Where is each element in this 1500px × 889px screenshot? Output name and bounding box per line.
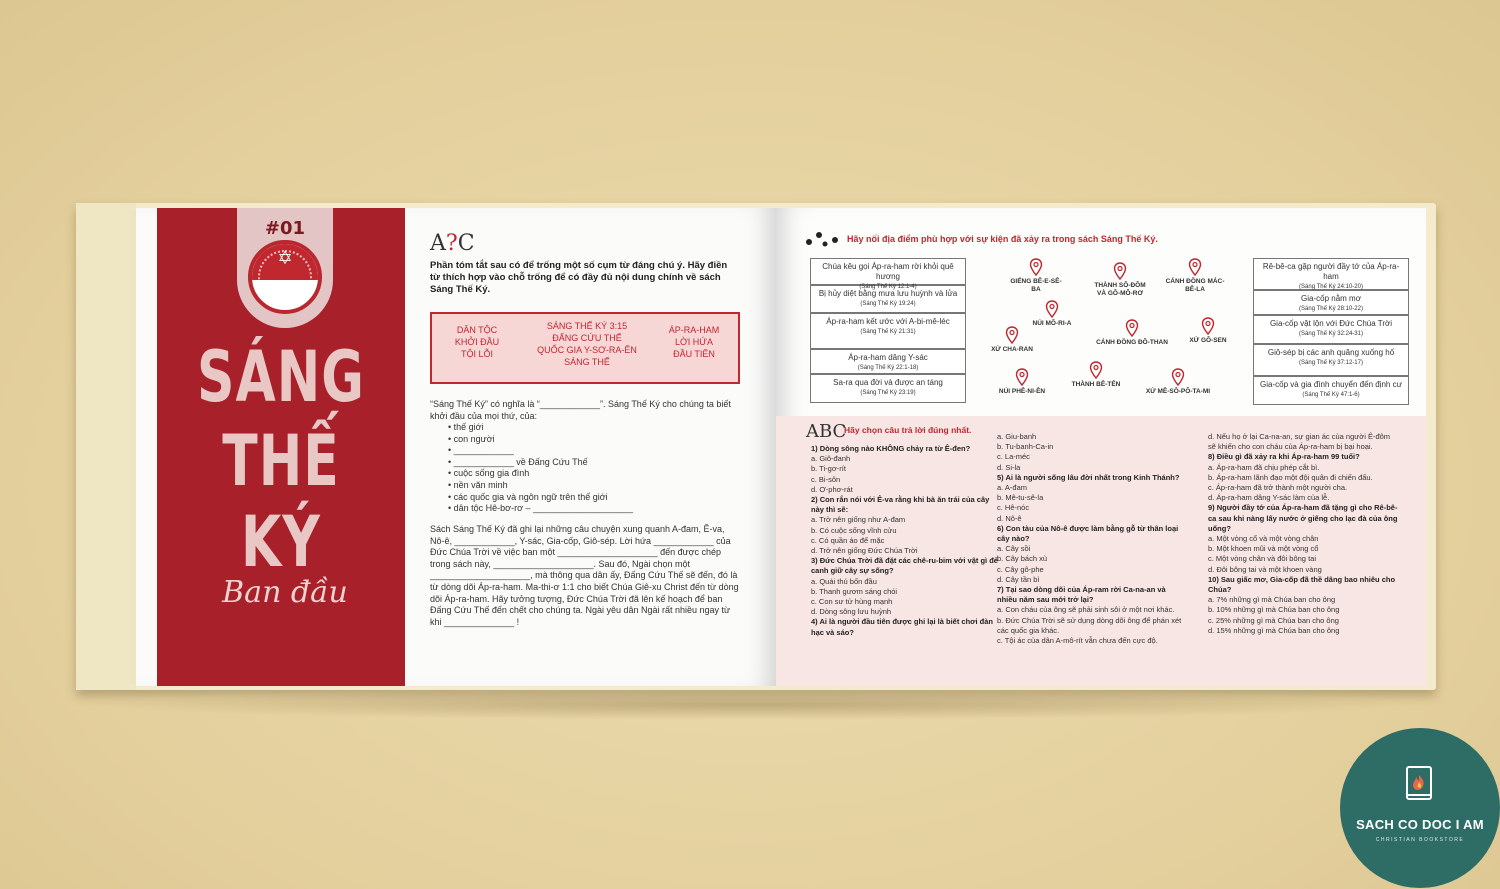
event-box: Giô-sép bị các anh quăng xuống hố (Sáng Thế Ký 37:12-17)	[1253, 344, 1409, 376]
book-flame-icon	[1404, 765, 1436, 803]
quiz-option: b. Đức Chúa Trời sẽ sử dụng dòng dõi ông để phán xét các quốc gia khác.	[997, 615, 1182, 635]
quiz-option: b. Áp-ra-ham lãnh đạo một đội quân đi chiến đấu.	[1208, 472, 1373, 482]
quiz-option: a. Quái thú bốn đầu	[811, 576, 877, 586]
list-item: • các quốc gia và ngôn ngữ trên thế giới	[448, 491, 608, 502]
quiz-option: d. Nô-ê	[997, 513, 1022, 523]
quiz-option: c. Có quần áo để mặc	[811, 535, 885, 545]
list-item: • con người	[448, 433, 495, 444]
list-item: • ____________	[448, 445, 514, 456]
list-item: • cuộc sống gia đình	[448, 468, 530, 479]
event-box: Gia-cốp và gia đình chuyển đến định cư (Sáng Thế Ký 47:1-6)	[1253, 376, 1409, 405]
left-event-list	[810, 258, 966, 403]
location-pin: THÀNH BÊ-TÊN	[1066, 361, 1126, 389]
word-bank-col-3: ÁP-RA-HAM LỜI HỨA ĐẦU TIÊN	[668, 325, 720, 359]
location-pin: NÚI PHÊ-NI-ÊN	[992, 368, 1052, 396]
quiz-option: a. 7% những gì mà Chúa ban cho ông	[1208, 595, 1336, 605]
quiz-option: b. Một khoen mũi và một vòng cổ	[1208, 544, 1319, 554]
store-subtitle: CHRISTIAN BOOKSTORE	[1375, 837, 1465, 843]
list-item: • ____________ về Đấng Cứu Thế	[448, 456, 588, 467]
map-pin-icon	[1089, 361, 1103, 379]
quiz-option: a. A-đam	[997, 483, 1028, 493]
map-pin-icon	[1171, 368, 1185, 386]
map-pin-icon	[1125, 319, 1139, 337]
quiz-option: d. Trở nên giống Đức Chúa Trời	[811, 546, 918, 556]
map-pin-icon	[1113, 262, 1127, 280]
map-pin-icon	[1201, 317, 1215, 335]
quiz-option: c. Một vòng chân và đôi bông tai	[1208, 554, 1316, 564]
list-item: • nền văn minh	[448, 479, 508, 490]
quiz-option: b. Cây bách xù	[997, 554, 1048, 564]
quiz-option: d. Đôi bông tai và một khoen vàng	[1208, 564, 1322, 574]
quiz-option: a. Giu-banh	[997, 432, 1037, 441]
quiz-column-2	[997, 432, 1187, 646]
quiz-option: b. 10% những gì mà Chúa ban cho ông	[1208, 605, 1340, 615]
quiz-option: c. Con sư tử hùng mạnh	[811, 597, 893, 607]
quiz-option: d. Dòng sông lưu huỳnh	[811, 607, 892, 617]
location-pin: XỨ MÊ-SÔ-PÔ-TA-MI	[1138, 368, 1218, 396]
event-box: Áp-ra-ham kết ước với A-bi-mê-léc (Sáng Thế Ký 21:31)	[810, 313, 966, 349]
quiz-option: c. Tội ác của dân A-mô-rít vẫn chưa đến cực độ.	[997, 636, 1158, 646]
quiz-heading: Hãy chọn câu trả lời đúng nhất.	[844, 425, 972, 435]
dots-icon	[805, 228, 839, 248]
map-pin-icon	[1015, 368, 1029, 386]
map-pin-icon	[1045, 300, 1059, 318]
word-bank	[430, 312, 740, 384]
quiz-option: a. Giô-đanh	[811, 454, 851, 464]
map-pin-icon	[1188, 258, 1202, 276]
location-pin: GIẾNG BÊ-E-SÊ-BA	[1006, 258, 1066, 294]
event-box: Chúa kêu gọi Áp-ra-ham rời khỏi quê hương (Sáng Thế Ký 12:1-4)	[810, 258, 966, 285]
match-heading: Hãy nối địa điểm phù hợp với sự kiện đã xảy ra trong sách Sáng Thế Ký.	[847, 234, 1158, 244]
title-line-1: SÁNG	[197, 337, 365, 419]
location-pin: CÁNH ĐỒNG MÁC-BÊ-LA	[1165, 258, 1225, 294]
quiz-option: d. Ơ-phơ-rát	[811, 484, 853, 494]
map-pin-icon	[1029, 258, 1043, 276]
quiz-column-1	[811, 444, 1001, 638]
word-bank-col-1: DÂN TỘC KHỞI ĐẦU TỘI LỖI	[454, 325, 500, 359]
title-line-3: KÝ	[241, 502, 321, 584]
quiz-option: c. Bi-sôn	[811, 474, 841, 484]
quiz-option: c. La-méc	[997, 452, 1030, 462]
quiz-option: a. Trở nên giống như A-đam	[811, 515, 906, 525]
quiz-option: b. Mê-tu-sê-la	[997, 493, 1044, 503]
location-pin: XỨ GÔ-SEN	[1178, 317, 1238, 345]
paragraph-meaning: “Sáng Thế Ký” có nghĩa là “____________”. Sáng Thế Ký cho chúng ta biết khởi đầu của mọi thứ, của:	[430, 399, 731, 421]
quiz-option: c. Cây gô-phe	[997, 564, 1044, 574]
quiz-option: d. 15% những gì mà Chúa ban cho ông	[1208, 625, 1340, 635]
list-item: • dân tộc Hê-bơ-rơ – ____________________	[448, 503, 634, 514]
chapter-number: #01	[264, 218, 306, 239]
quiz-option: a. Một vòng cổ và một vòng chân	[1208, 534, 1319, 544]
store-name: SACH CO DOC I AM	[1356, 817, 1484, 832]
event-box: Áp-ra-ham dâng Y-sác (Sáng Thế Ký 22:1-18)	[810, 349, 966, 374]
quiz-option: d. Si-la	[997, 462, 1021, 472]
location-pin: CÁNH ĐỒNG ĐÔ-THAN	[1092, 319, 1172, 347]
list-item: • thế giới	[448, 422, 484, 432]
quiz-option: b. Có cuộc sống vĩnh cửu	[811, 525, 897, 535]
quiz-question: 5) Ai là người sống lâu đời nhất trong Kinh Thánh?	[997, 472, 1180, 482]
event-box: Sa-ra qua đời và được an táng (Sáng Thế Ký 23:19)	[810, 374, 966, 403]
quiz-question: 7) Tại sao dòng dõi của Áp-ram rời Ca-na-an và nhiều năm sau mới trở lại?	[997, 585, 1166, 605]
quiz-option: d. Áp-ra-ham dâng Y-sác làm của lễ.	[1208, 493, 1330, 503]
quiz-option: c. Áp-ra-ham đã trở thành một người cha.	[1208, 483, 1348, 493]
location-pin: NÚI MÔ-RI-A	[1022, 300, 1082, 328]
quiz-question: 10) Sau giấc mơ, Gia-cốp đã thề dâng bao nhiêu cho Chúa?	[1208, 574, 1396, 595]
quiz-question: 4) Ai là người đầu tiên được ghi lại là biết chơi đàn hạc và sáo?	[811, 617, 994, 637]
store-badge	[1340, 728, 1500, 888]
fill-in-logo: A?C	[430, 231, 475, 256]
location-pin: XỨ CHA-RAN	[982, 326, 1042, 354]
quiz-option: a. Áp-ra-ham đã chịu phép cắt bì.	[1208, 462, 1320, 472]
script-subtitle: Ban đầu	[222, 575, 348, 610]
quiz-question: 2) Con rắn nói với Ê-va rằng khi bà ăn trái của cây này thì sẽ:	[811, 495, 990, 515]
title-line-2: THẾ	[222, 421, 340, 503]
quiz-question: 1) Dòng sông nào KHÔNG chảy ra từ Ê-đen?	[811, 444, 971, 453]
paragraph-summary: Sách Sáng Thế Ký đã ghi lại những câu chuyện xung quanh A-đam, Ê-va, Nô-ê, ____________, Y-sác, Gia-cốp, Giô-sép. Lời hứa ____________ của Đức Chúa Trời về việc ban một ____________________ đến được chép trong sách này, ____________________. Sau đó, Ngài chọn một ____________________, mà thông qua dân ấy, Đấng Cứu Thế sẽ đến, đó là từ dòng dõi Áp-ra-ham. Ma-thi-ơ 1:1 cho biết Chúa Giê-xu Christ đến từ dòng dõi Áp-ra-ham. Hãy tưởng tượng, Đức Chúa Trời đã lên kế hoạch để ban Đấng Cứu Thế đến chết cho chúng ta. Ngài yêu dân Ngài rất nhiều ngay từ khi ______________ !	[430, 524, 739, 627]
quiz-column-3	[1208, 432, 1398, 636]
word-bank-col-2: SÁNG THẾ KÝ 3:15 ĐẤNG CỨU THẾ QUỐC GIA Y-SƠ-RA-ÊN SÁNG THẾ	[537, 321, 637, 367]
quiz-option: c. Hê-nóc	[997, 503, 1030, 513]
quiz-option: b. Ti-gơ-rít	[811, 464, 846, 474]
quiz-question: 8) Điều gì đã xảy ra khi Áp-ra-ham 99 tuổi?	[1208, 452, 1360, 462]
quiz-question: 6) Con tàu của Nô-ê được làm bằng gỗ từ thân loại cây nào?	[997, 523, 1179, 544]
event-box: Rê-bê-ca gặp người đầy tớ của Áp-ra-ham (Sáng Thế Ký 24:10-20)	[1253, 258, 1409, 290]
map-pin-icon	[1005, 326, 1019, 344]
event-box: Bị hủy diệt bằng mưa lưu huỳnh và lửa (Sáng Thế Ký 19:24)	[810, 285, 966, 313]
event-box: Gia-cốp vật lộn với Đức Chúa Trời (Sáng Thế Ký 32:24-31)	[1253, 315, 1409, 344]
quiz-option: b. Tu-banh-Ca-in	[997, 442, 1054, 452]
right-event-list	[1253, 258, 1409, 405]
quiz-option: b. Thanh gươm sáng chói	[811, 586, 898, 596]
quiz-question: 3) Đức Chúa Trời đã đặt các chê-ru-bim với vật gì để canh giữ cây sự sống?	[811, 556, 998, 576]
book-shadow	[90, 690, 1410, 720]
quiz-option: a. Cây sồi	[997, 544, 1031, 554]
event-box: Gia-cốp nằm mơ (Sáng Thế Ký 28:10-22)	[1253, 290, 1409, 315]
bullet-list	[448, 422, 633, 515]
quiz-option: d. Nếu họ ở lại Ca-na-an, sự gian ác của người Ê-đôm sẽ khiến cho con cháu của Áp-ra-ham bị bại hoại.	[1208, 432, 1391, 452]
quiz-option: d. Cây tần bì	[997, 574, 1040, 584]
intro-text: Phần tóm tắt sau có để trống một số cụm từ đáng chú ý. Hãy điền từ thích hợp vào chỗ trống để có đầy đủ nội dung chính về sách Sáng Thế Ký.	[430, 260, 728, 295]
quiz-option: a. Con cháu của ông sẽ phải sinh sôi ở một nơi khác.	[997, 605, 1175, 615]
quiz-option: c. 25% những gì mà Chúa ban cho ông	[1208, 615, 1339, 625]
star-medal-icon: ✡	[248, 240, 322, 314]
quiz-logo: ABC	[806, 421, 847, 442]
quiz-question: 9) Người đầy tớ của Áp-ra-ham đã tặng gì cho Rê-bê-ca sau khi nàng lấy nước ở giếng cho lạc đà của ông uống?	[1208, 503, 1398, 533]
location-pin: THÀNH SÔ-ĐÔM VÀ GÔ-MÔ-RƠ	[1090, 262, 1150, 298]
